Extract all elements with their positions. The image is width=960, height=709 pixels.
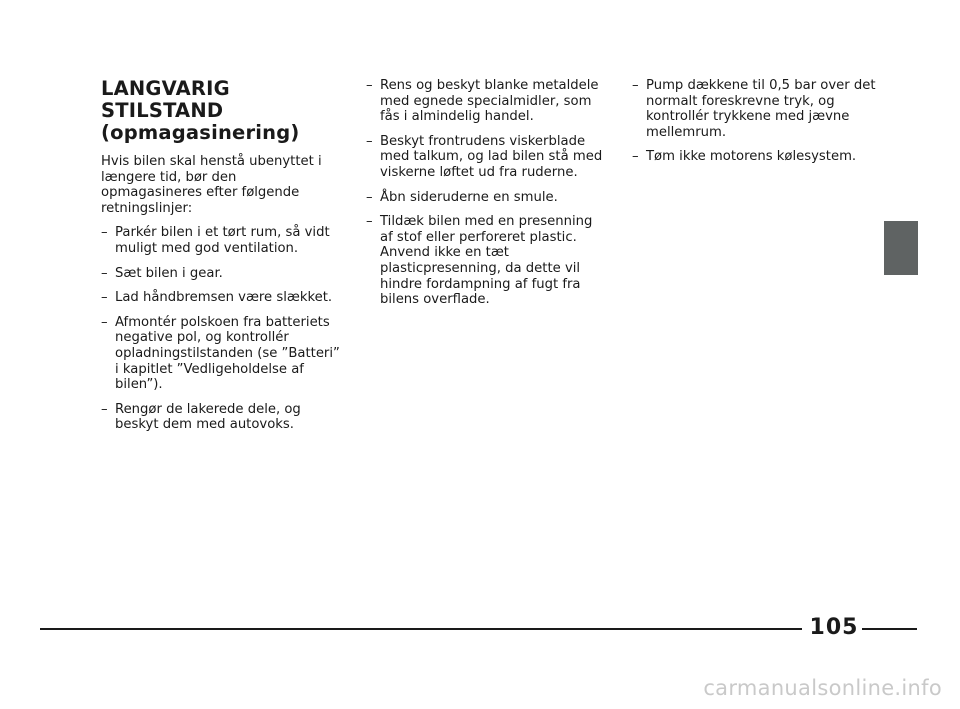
list-item: [632, 78, 882, 140]
list-item-text: Rengør de lakerede dele, og beskyt dem med autovoks.: [115, 401, 301, 433]
dash-bullet: –: [366, 189, 373, 205]
list-item-text: Beskyt frontrudens viskerblade med talkum, og lad bilen stå med viskerne løftet ud fra ruderne.: [380, 133, 603, 180]
list-item: [101, 315, 341, 393]
list-item: [101, 266, 341, 282]
footer-rule-right: [862, 628, 917, 630]
watermark: carmanualsonline.info: [703, 676, 942, 700]
list-item-text: Parkér bilen i et tørt rum, så vidt muligt med god ventilation.: [115, 225, 330, 256]
dash-bullet: –: [632, 149, 639, 165]
column-3: [632, 78, 882, 174]
list-item: [101, 290, 341, 306]
dash-bullet: –: [101, 314, 108, 330]
column-2: [366, 78, 606, 317]
list-item-text: Sæt bilen i gear.: [115, 265, 223, 281]
dash-bullet: –: [366, 78, 373, 93]
list-item: [101, 225, 341, 256]
intro-paragraph: Hvis bilen skal henstå ubenyttet i længere tid, bør den opmagasineres efter følgende retningslinjer:: [101, 154, 322, 216]
list-item-text: Pump dækkene til 0,5 bar over det normalt foreskrevne tryk, og kontrollér trykkene med jævne mellemrum.: [646, 78, 876, 140]
section-heading: [101, 78, 341, 144]
list-item: [366, 78, 606, 125]
dash-bullet: –: [632, 78, 639, 93]
dash-bullet: –: [101, 401, 108, 417]
dash-bullet: –: [101, 290, 108, 306]
list-item: [101, 402, 341, 433]
column-1: [101, 78, 341, 442]
list-item: [366, 134, 606, 181]
heading-line-2: (opmagasinering): [101, 121, 300, 144]
list-item-text: Afmontér polskoen fra batteriets negative pol, og kontrollér opladningstilstanden (se ”Batteri” i kapitlet ”Vedligeholdelse af bilen”).: [115, 314, 340, 393]
heading-line-1: LANGVARIG STILSTAND: [101, 77, 230, 122]
list-item-text: Lad håndbremsen være slækket.: [115, 290, 333, 306]
list-item: [632, 149, 882, 165]
list-item: [366, 214, 606, 308]
chapter-tab-marker: [884, 221, 918, 275]
list-item: [366, 190, 606, 206]
list-item-text: Tildæk bilen med en presenning af stof eller perforeret plastic. Anvend ikke en tæt plasticpresenning, da dette vil hindre fordampning af fugt fra bilens overflade.: [380, 214, 593, 308]
list-item-text: Åbn sideruderne en smule.: [380, 189, 558, 205]
dash-bullet: –: [366, 214, 373, 230]
dash-bullet: –: [101, 265, 108, 281]
list-item-text: Tøm ikke motorens kølesystem.: [646, 149, 857, 165]
page-number: 105: [809, 615, 859, 640]
dash-bullet: –: [366, 133, 373, 149]
list-item-text: Rens og beskyt blanke metaldele med egnede specialmidler, som fås i almindelig handel.: [380, 78, 599, 125]
dash-bullet: –: [101, 225, 108, 241]
footer-rule-left: [40, 628, 802, 630]
